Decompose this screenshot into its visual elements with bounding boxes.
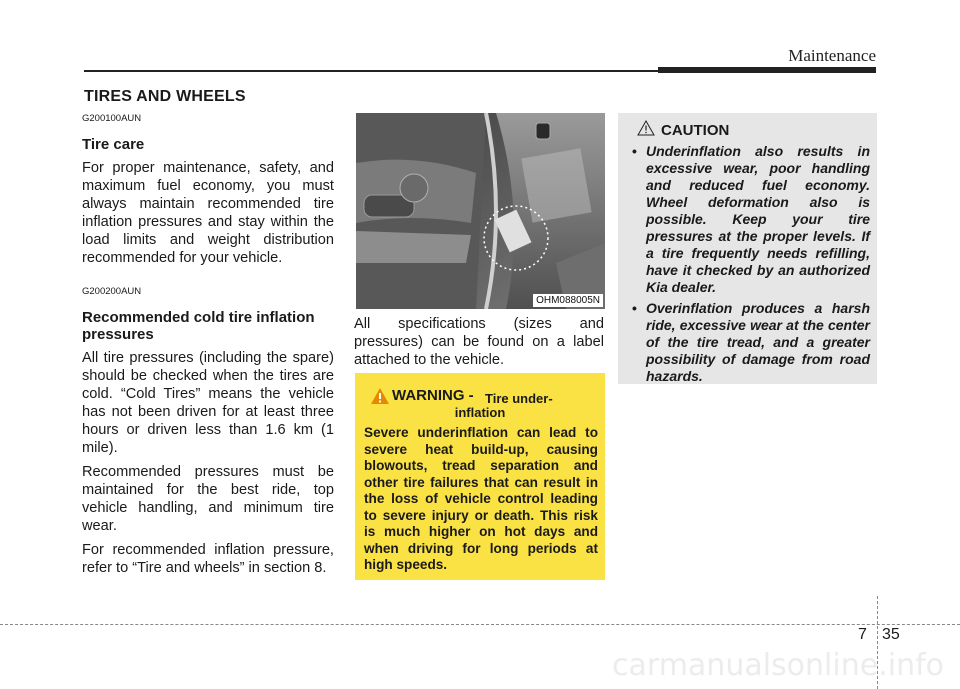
warning-triangle-icon bbox=[371, 388, 389, 404]
cold-pressures-paragraph: All tire pressures (including the spare) should be checked when the tires are cold. “Cold Tires” means the vehicle has not been driven for at least three hours or driven less than 1.6 km (1 mile). bbox=[82, 350, 334, 456]
warning-box bbox=[355, 373, 605, 580]
left-column bbox=[82, 110, 334, 583]
tire-care-code: G200100AUN bbox=[82, 113, 142, 124]
header-rule-accent bbox=[658, 67, 876, 73]
door-jamb-photo bbox=[356, 113, 605, 309]
cold-pressures-paragraph: For recommended inflation pressure, refer to “Tire and wheels” in section 8. bbox=[82, 542, 334, 576]
photo-code: OHM088005N bbox=[533, 294, 603, 307]
footer-rule bbox=[0, 624, 960, 625]
watermark: carmanualsonline.info bbox=[612, 648, 944, 683]
warning-title: WARNING - bbox=[392, 387, 474, 404]
cold-pressures-paragraph: Recommended pressures must be maintained for the best ride, top vehicle handling, and minimum tire wear. bbox=[82, 464, 334, 534]
caution-triangle-icon bbox=[637, 120, 655, 136]
warning-subtitle: Tire under- bbox=[485, 391, 553, 406]
chapter-number: 7 bbox=[858, 626, 867, 643]
cold-pressures-heading: Recommended cold tire inflation pressures bbox=[82, 309, 315, 343]
cold-pressures-code: G200200AUN bbox=[82, 286, 142, 297]
specifications-text: All specifications (sizes and pressures) can be found on a label attached to the vehicle. bbox=[354, 316, 604, 368]
tire-care-heading: Tire care bbox=[82, 136, 145, 153]
caution-item: • Underinflation also results in excessive wear, poor handling and reduced fuel economy. Wheel deformation also is possible. Keep your tire pressures at the proper levels. If a tire frequently needs refilling, have it checked by an authorized Kia dealer. bbox=[632, 143, 870, 296]
running-header: Maintenance bbox=[788, 46, 876, 65]
caution-item: • Overinflation produces a harsh ride, excessive wear at the center of the tire tread, and a greater possibility of damage from road hazards. bbox=[632, 300, 870, 385]
page-number: 35 bbox=[882, 626, 900, 643]
warning-subtitle-line2: inflation bbox=[454, 405, 506, 420]
door-jamb-illustration bbox=[356, 113, 605, 309]
warning-body: Severe underinflation can lead to severe heat build-up, causing blowouts, tread separation and other tire failures that can result in the loss of vehicle control leading to severe injury or death. This risk is much higher on hot days and when driving for long periods at high speeds. bbox=[364, 425, 598, 572]
caution-title: CAUTION bbox=[661, 122, 730, 139]
caution-list bbox=[632, 143, 870, 389]
caution-box bbox=[618, 113, 877, 384]
section-title: TIRES AND WHEELS bbox=[84, 88, 246, 105]
tire-care-body: For proper maintenance, safety, and maximum fuel economy, you must always maintain recommended tire inflation pressures and stay within the load limits and weight distribution recommended for your vehicle. bbox=[82, 160, 334, 266]
